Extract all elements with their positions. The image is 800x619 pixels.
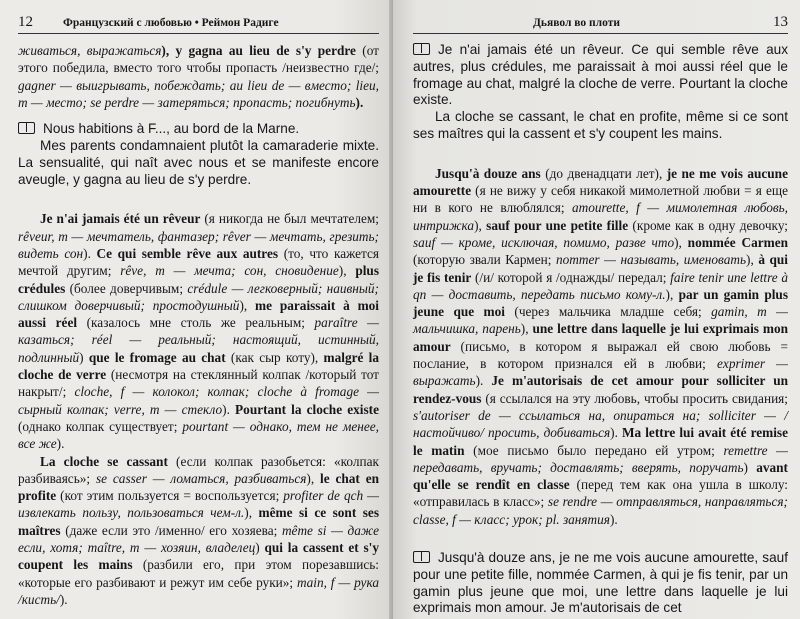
french-phrase: Jusqu'à douze ans — [435, 165, 541, 181]
french-phrase: même si ce sont ses maîtres — [18, 505, 379, 538]
translation: (я никогда не был мечтателем; — [200, 211, 379, 227]
gloss-paragraph — [18, 42, 379, 111]
book-icon — [413, 43, 430, 55]
gloss: cloche, f — колокол; колпак; cloche à fromage — сырный колпак; verre, m — стекло — [18, 384, 379, 417]
french-phrase: me paraissait à moi aussi réel — [18, 297, 379, 331]
gloss: même si — даже если, хотя; maître, m — хозяин, владелец — [18, 522, 379, 556]
gloss: exprimer — выражать — [413, 356, 788, 389]
french-phrase: Ma lettre lui avait été remise le matin — [413, 425, 788, 458]
left-page — [0, 0, 393, 619]
french-phrase: une lettre dans laquelle je lui exprimais mon amour — [413, 321, 788, 354]
french-original-text: Jusqu'à douze ans, je ne me vois aucune amourette, sauf pour une petite fille, nommée Carmen, à qui je fis tenir, par un gamin plus jeune que moi, une lettre dans laquelle je lui exprimais mon amour. Je m'autorisais de cet — [413, 550, 788, 616]
gloss: sauf — кроме, исключая, помимо, разве что — [413, 234, 675, 250]
gloss: remettre — передавать, вручать; доставлять; вверять, поручать — [413, 442, 788, 475]
gloss: crédule — легковерный; наивный; слишком доверчивый; простодушный — [18, 280, 379, 313]
gloss: gamin, m — мальчишка, парень — [413, 304, 788, 337]
book-icon — [413, 551, 430, 563]
french-phrase: Je n'ai jamais été un rêveur — [40, 211, 201, 227]
translation: (несмотря на стеклянный колпак /который тот накрыт/; — [18, 367, 379, 400]
french-phrase: ), y gagna au lieu de s'y perdre — [161, 43, 356, 58]
gloss: profiter de qch — извлекать пользу, пользоваться чем-л. — [18, 488, 379, 521]
french-phrase: malgré la cloche de verre — [18, 349, 380, 383]
gloss: s'autoriser de — ссылаться на, опираться на; solliciter — /настойчиво/ просить, добиваться — [413, 407, 788, 441]
left-running-head — [18, 14, 379, 34]
gloss: amourette, f — мимолетная любовь, интрижка — [413, 200, 789, 233]
gloss-paragraph: Je n'ai jamais été un rêveur (я никогда не был мечтателем; rêveur, m — мечтатель, фантазер; rêver — мечтать, грезить; видеть сон). Ce qui semble rêve aux autres (то, что кажется мечтой другим; rêve, m — мечта; сон, сновидение), plus crédules (более доверчивым; crédule — легковерный; наивный; слишком доверчивый; простодушный), me paraissait à moi aussi réel (казалось мне столь же реальным; paraître — казаться; réel — реальный; настоящий, истинный, подлинный) que le fromage au chat (как сыр коту), malgré la cloche de verre (несмотря на стеклянный колпак /который тот накрыт/; cloche, f — колокол; колпак; cloche à fromage — сырный колпак; verre, m — стекло). Pourtant la cloche existe (однако колпак существует; pourtant — однако, тем не менее, все же). — [18, 211, 380, 452]
french-phrase: Ce qui semble rêve aux autres — [96, 245, 279, 261]
translation: (разбили его, при этом порезавшись: «которые его разбивают и режут им себе руки»; — [18, 557, 379, 590]
gloss: живаться, выражаться — [18, 43, 162, 58]
gloss: nommer — называть, именовать — [555, 252, 747, 268]
french-phrase: nommée Carmen — [687, 234, 788, 250]
french-phrase: avant qu'elle se rendît en classe — [413, 459, 788, 493]
french-phrase: que le fromage au chat — [88, 349, 226, 365]
french-original-text: Nous habitions à F..., au bord de la Marne. — [18, 121, 379, 138]
gloss: rêve, m — мечта; сон, сновидение — [120, 263, 339, 279]
translation: (как сыр коту), — [225, 349, 324, 365]
translation: (письмо, в котором я выражал ей свою любовь = послание, в котором признался ей в любви; — [413, 338, 788, 372]
running-head-title: Французский с любовью • Реймон Радиге — [63, 17, 279, 29]
french-phrase: qui la cassent et s'y coupent les mains — [18, 540, 379, 573]
translation: (если колпак разобьется: «колпак разбиваясь»; — [18, 453, 379, 486]
translation: (кот этим пользуется = воспользуется; — [56, 488, 284, 504]
gloss: se rendre — отправляться, направляться; classe, f — класс; урок; pl. занятия — [413, 494, 788, 527]
gloss: main, f — рука /кисть/ — [18, 574, 379, 607]
french-phrase: Je m'autorisais de cet amour pour solliciter un rendez-vous — [413, 373, 788, 406]
translation: (мое письмо было передано ей утром; — [464, 442, 724, 458]
french-phrase: je ne me vois aucune amourette — [413, 165, 788, 199]
french-phrase: sauf pour une petite fille — [486, 217, 629, 233]
french-original-text: Je n'ai jamais été un rêveur. Ce qui semble rêve aux autres, plus crédules, me paraissait à moi aussi réel que le fromage au chat, malgré la cloche de verre. Pourtant la cloche existe. — [413, 42, 788, 108]
right-running-head — [413, 14, 788, 34]
translation: (то, что кажется мечтой другим; — [18, 245, 380, 279]
translation: (я ссылался на эту любовь, чтобы просить свидания; — [481, 390, 788, 406]
translation: (даже если это /именно/ его хозяева; — [60, 522, 282, 538]
french-phrase: le chat en profite — [18, 470, 379, 504]
gloss: pourtant — однако, тем не менее, все же — [18, 418, 379, 452]
translation: (через мальчика младше себя; — [504, 304, 712, 320]
gloss-paragraph: Jusqu'à douze ans (до двенадцати лет), je ne me vois aucune amourette (я не вижу у себя никакой мимолетной любви = я еще ни в кого не влюблялся; amourette, f — мимолетная любовь, интрижка), sauf pour une petite fille (кроме как в одну девочку; sauf — кроме, исключая, помимо, разве что), nommée Carmen (которую звали Кармен; nommer — называть, именовать), à qui je fis tenir (/и/ которой я /однажды/ передал; faire tenir une lettre à qn — доставить, передать письмо кому-л.), par un gamin plus jeune que moi (через мальчика младше себя; gamin, m — мальчишка, парень), une lettre dans laquelle je lui exprimais mon amour (письмо, в котором я выражал ей свою любовь = послание, в котором признался ей в любви; exprimer — выражать). Je m'autorisais de cet amour pour solliciter un rendez-vous (я ссылался на эту любовь, чтобы просить свидания; s'autoriser de — ссылаться на, опираться на; solliciter — /настойчиво/ просить, добиваться). Ma lettre lui avait été remise le matin (мое письмо было передано ей утром; remettre — передавать, вручать; доставлять; вверять, поручать) avant qu'elle se rendît en classe (перед тем как она ушла в школу: «отправилась в класс»; se rendre — отправляться, направляться; classe, f — класс; урок; pl. занятия). — [413, 165, 789, 527]
french-original-text: Mes parents condamnaient plutôt la camaraderie mixte. La sensualité, qui naît avec nous et se manifeste encore aveugle, y gagna au lieu de s'y perdre. — [18, 137, 379, 187]
page-number: 13 — [773, 14, 788, 30]
book-icon — [18, 122, 35, 134]
right-page — [393, 0, 800, 619]
gloss: faire tenir une lettre à qn — доставить, передать письмо кому-л. — [413, 269, 788, 302]
french-phrase: à qui je fis tenir — [413, 252, 789, 285]
french-phrase: La cloche se cassant — [40, 453, 168, 469]
translation: (однако колпак существует; — [18, 418, 183, 434]
french-phrase: Pourtant la cloche existe — [235, 401, 379, 417]
gloss: se casser — ломаться, разбиваться — [95, 470, 307, 486]
gloss: rêveur, m — мечтатель, фантазер; rêver — мечтать, грезить; видеть сон — [18, 228, 379, 261]
gloss: paraître — казаться; réel — реальный; настоящий, истинный, подлинный — [18, 315, 380, 365]
running-head-title: Дьявол во плоти — [533, 17, 620, 29]
translation: (/и/ которой я /однажды/ передал; — [471, 269, 671, 285]
translation: (перед тем как она ушла в школу: «отправилась в класс»; — [413, 477, 788, 510]
translation: (от этого победила, вместо того чтобы пропасть /неизвестно где/; — [18, 43, 379, 76]
translation: (кроме как в одну девочку; — [628, 217, 788, 233]
punctuation: ). — [355, 94, 364, 110]
translation: (до двенадцати лет), — [540, 165, 667, 181]
french-phrase: par un gamin plus jeune que moi — [413, 286, 789, 320]
translation: (казалось мне столь же реальным; — [77, 315, 315, 331]
gloss: gagner — выигрывать, побеждать; au lieu de — вместо; lieu, m — место; se perdre — затеряться; пропасть; погибнуть — [18, 77, 379, 110]
translation: (которую звали Кармен; — [413, 252, 556, 268]
translation: (более доверчивым; — [65, 280, 188, 296]
page-number: 12 — [18, 14, 33, 30]
translation: (я не вижу у себя никакой мимолетной любви = я еще ни в кого не влюблялся; — [413, 183, 788, 216]
gloss-paragraph: La cloche se cassant (если колпак разобьется: «колпак разбиваясь»; se casser — ломаться, разбиваться), le chat en profite (кот этим пользуется = воспользуется; profiter de qch — извлекать пользу, пользоваться чем-л.), même si ce sont ses maîtres (даже если это /именно/ его хозяева; même si — даже если, хотя; maître, m — хозяин, владелец) qui la cassent et s'y coupent les mains (разбили его, при этом порезавшись: «которые его разбивают и режут им себе руки»; main, f — рука /кисть/). — [18, 453, 379, 607]
french-original-text: La cloche se cassant, le chat en profite, même si ce sont ses maîtres qui la cassent et s'y coupent les mains. — [413, 109, 788, 141]
french-phrase: plus crédules — [18, 263, 379, 296]
